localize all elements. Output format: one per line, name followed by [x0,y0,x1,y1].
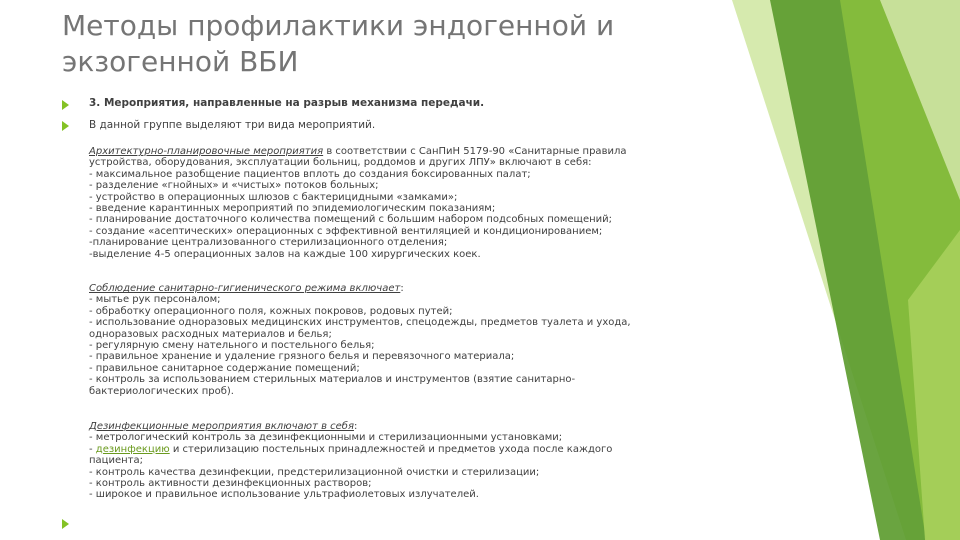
dez-heading: Дезинфекционные мероприятия включают в себя [89,421,354,432]
arch-line: - максимальное разобщение пациентов вплоть до создания боксированных палат; [89,168,531,180]
dez-line2-tail: и стерилизацию постельных принадлежностей и предметов ухода после каждого [169,443,613,455]
arch-heading-line [89,146,719,157]
arch-line: - разделение «гнойных» и «чистых» потоков больных; [89,180,379,192]
dez-line: пациента; [89,455,143,467]
dez-heading-line [89,421,719,432]
san-heading-line [89,283,719,294]
disinfection-link[interactable]: дезинфекцию [95,443,170,455]
dez-line-with-link [89,444,719,455]
architectural-measures-paragraph [89,146,719,260]
arch-line: устройства, оборудования, эксплуатации больниц, роддомов и других ЛПУ» включают в себя: [89,157,592,169]
arch-line: - создание «асептических» операционных с эффективной вентиляцией и кондиционированием; [89,225,603,237]
san-heading: Соблюдение санитарно-гигиенического режима включает [89,283,401,294]
san-line: одноразовых расходных материалов и белья; [89,328,332,340]
arch-heading: Архитектурно-планировочные мероприятия [89,146,324,157]
san-line: - регулярную смену нательного и постельного белья; [89,340,375,352]
san-line: бактериологических проб). [89,385,234,397]
san-line: - правильное санитарное содержание помещений; [89,362,360,374]
san-heading-tail: : [400,283,404,294]
dez-line: - контроль качества дезинфекции, предстерилизационной очистки и стерилизации; [89,466,540,478]
arch-line: - устройство в операционных шлюзов с бактерицидными «замками»; [89,191,458,203]
point-1-text: 3. Мероприятия, направленные на разрыв механизма передачи. [89,97,485,109]
san-line: - обработку операционного поля, кожных покровов, родовых путей; [89,305,453,317]
arch-line: - планирование достаточного количества помещений с большим набором подсобных помещений; [89,214,613,226]
san-line: - контроль за использованием стерильных материалов и инструментов (взятие санитарно- [89,374,576,386]
point-2-text: В данной группе выделяют три вида мероприятий. [89,119,376,131]
bullet-arrow-icon [62,121,69,131]
arch-line: -выделение 4-5 операционных залов на каждые 100 хирургических коек. [89,248,481,260]
san-line: - использование одноразовых медицинских инструментов, спецодежды, предметов туалета и ухода, [89,317,631,329]
dez-line: - контроль активности дезинфекционных растворов; [89,478,372,490]
slide-title: Методы профилактики эндогенной и экзогенной ВБИ [62,9,615,78]
dez-line: - широкое и правильное использование ультрафиолетовых излучателей. [89,489,479,501]
san-line: - мытье рук персоналом; [89,294,221,306]
sanitary-regime-paragraph [89,283,719,397]
dez-line2-prefix: - [89,443,96,455]
san-line: - правильное хранение и удаление грязного белья и перевязочного материала; [89,351,515,363]
disinfection-measures-paragraph [89,421,719,501]
dez-heading-tail: : [353,421,358,432]
bullet-arrow-icon [62,100,69,110]
arch-line: -планирование централизованного стерилизационного отделения; [89,237,448,249]
bullet-arrow-icon [62,519,69,529]
arch-heading-tail: в соответствии с СанПиН 5179-90 «Санитарные правила [323,146,627,157]
dez-line: - метрологический контроль за дезинфекционными и стерилизационными установками; [89,432,563,444]
arch-line: - введение карантинных мероприятий по эпидемиологическим показаниям; [89,203,496,215]
